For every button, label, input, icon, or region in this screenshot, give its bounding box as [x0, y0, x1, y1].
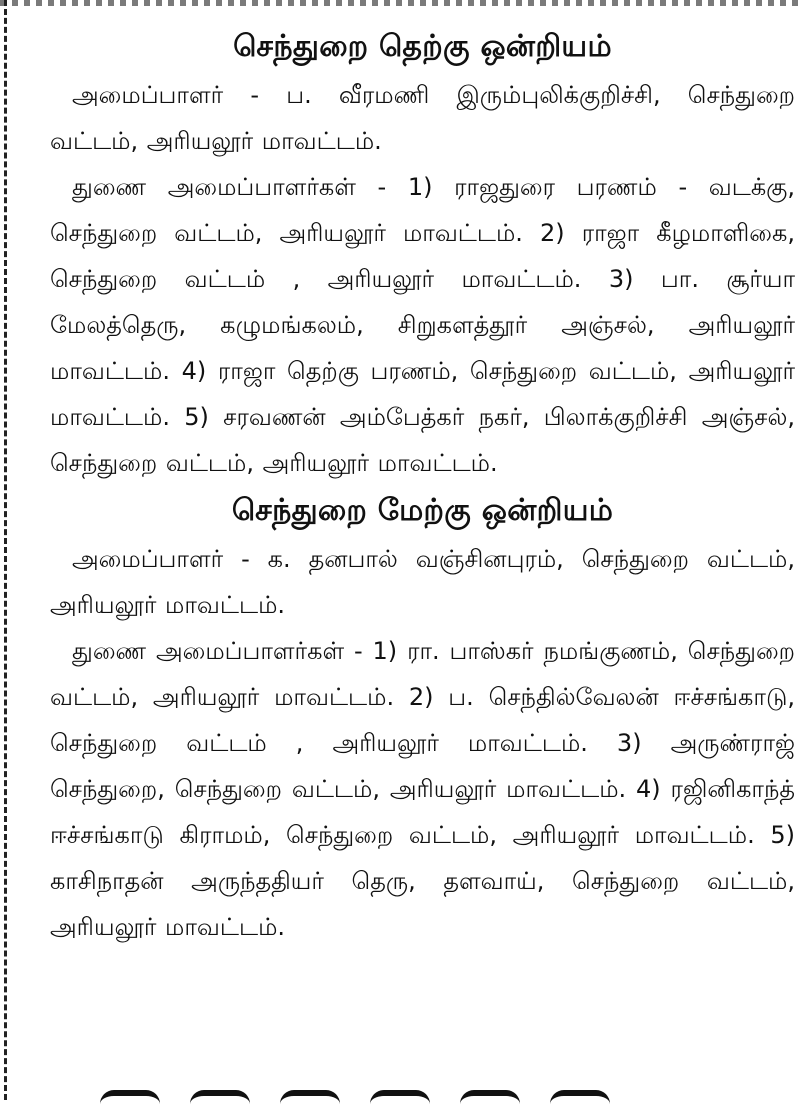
cut-off-next-heading [100, 1090, 740, 1110]
article-column [50, 22, 795, 950]
organizer-paragraph: அமைப்பாளர் - க. தனபால் வஞ்சினபுரம், செந்துறை வட்டம், அரியலூர் மாவட்டம். [50, 545, 795, 619]
section-senthurai-west [50, 486, 795, 950]
column-dashed-border [4, 0, 7, 1100]
section-senthurai-south [50, 22, 795, 486]
section-heading: செந்துறை தெற்கு ஒன்றியம் [233, 29, 612, 64]
deputies-paragraph: துணை அமைப்பாளர்கள் - 1) ராஜதுரை பரணம் - வடக்கு, செந்துறை வட்டம், அரியலூர் மாவட்டம். 2) ராஜா கீழமாளிகை, செந்துறை வட்டம் , அரியலூர் மாவட்டம். 3) பா. சூர்யா மேலத்தெரு, கழுமங்கலம், சிறுகளத்தூர் அஞ்சல், அரியலூர் மாவட்டம். 4) ராஜா தெற்கு பரணம், செந்துறை வட்டம், அரியலூர் மாவட்டம். 5) சரவணன் அம்பேத்கர் நகர், பிலாக்குறிச்சி அஞ்சல், செந்துறை வட்டம், அரியலூர் மாவட்டம். [50, 173, 795, 477]
organizer-paragraph: அமைப்பாளர் - ப. வீரமணி இரும்புலிக்குறிச்சி, செந்துறை வட்டம், அரியலூர் மாவட்டம். [50, 81, 795, 155]
deputies-paragraph: துணை அமைப்பாளர்கள் - 1) ரா. பாஸ்கர் நமங்குணம், செந்துறை வட்டம், அரியலூர் மாவட்டம். 2) ப. செந்தில்வேலன் ஈச்சங்காடு, செந்துறை வட்டம் , அரியலூர் மாவட்டம். 3) அருண்ராஜ் செந்துறை, செந்துறை வட்டம், அரியலூர் மாவட்டம். 4) ரஜினிகாந்த் ஈச்சங்காடு கிராமம், செந்துறை வட்டம், அரியலூர் மாவட்டம். 5) காசிநாதன் அருந்ததியர் தெரு, தளவாய், செந்துறை வட்டம், அரியலூர் மாவட்டம். [50, 637, 795, 941]
section-heading: செந்துறை மேற்கு ஒன்றியம் [231, 493, 614, 528]
top-cut-edge [0, 0, 800, 6]
